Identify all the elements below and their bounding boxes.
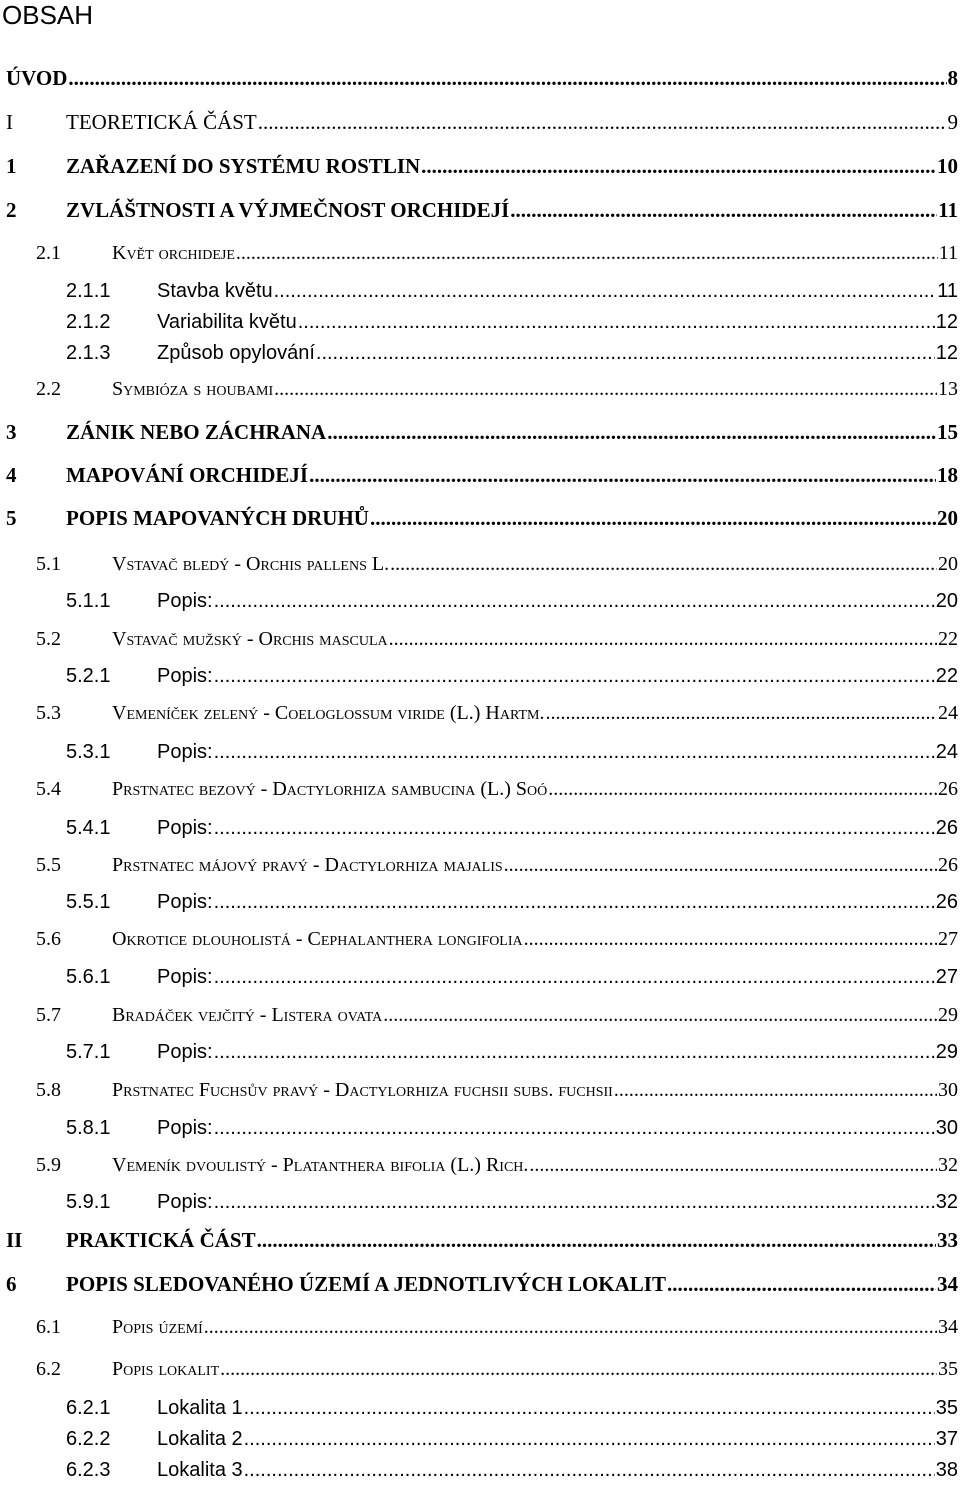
toc-entry[interactable] [0,817,958,845]
dot-leader [68,66,946,91]
dot-leader [545,702,937,725]
toc-entry-number: 2.1.1 [66,280,111,302]
dot-leader [220,1358,937,1381]
toc-entry-number: 5.8.1 [66,1117,111,1139]
page-title: OBSAH [2,0,94,30]
toc-entry-number: 6.2.3 [66,1459,111,1481]
toc-entry[interactable] [0,342,958,370]
toc-entry-page: 32 [938,1154,958,1176]
dot-leader [316,342,935,365]
dot-leader [236,242,938,265]
toc-entry[interactable] [0,1397,958,1425]
toc-entry-page: 20 [937,506,958,530]
toc-entry-title: Popis území [112,1316,203,1338]
toc-entry-title: Popis: [157,966,213,988]
dot-leader [529,1154,937,1177]
toc-entry-title: ZVLÁŠTNOSTI A VÝJMEČNOST ORCHIDEJÍ [66,198,510,222]
toc-entry-page: 33 [937,1228,958,1252]
dot-leader [504,854,937,877]
dot-leader [274,378,937,401]
toc-entry-page: 32 [935,1191,958,1213]
toc-entry-page: 30 [938,1079,958,1101]
toc-entry-title: Variabilita květu [157,311,297,333]
toc-entry-number: 5.8 [36,1079,61,1101]
toc-entry[interactable] [0,1191,958,1219]
toc-entry-page: 11 [938,198,958,222]
toc-entry-title: MAPOVÁNÍ ORCHIDEJÍ [66,463,309,487]
dot-leader [667,1272,936,1297]
toc-entry[interactable] [0,110,958,140]
dot-leader [370,506,936,531]
toc-entry-page: 12 [935,342,958,364]
toc-entry-title: Okrotice dlouholistá - Cephalanthera longifolia [112,928,523,950]
toc-entry-title: POPIS MAPOVANÝCH DRUHŮ [66,506,369,530]
dot-leader [524,928,937,951]
dot-leader [214,590,935,613]
dot-leader [214,966,935,989]
dot-leader [244,1428,935,1451]
toc-entry-page: 22 [938,628,958,650]
toc-entry-number: 5.7 [36,1004,61,1026]
toc-entry[interactable] [0,1079,958,1107]
toc-entry-title: Vstavač bledý - Orchis pallens L. [112,553,390,575]
toc-entry[interactable] [0,778,958,806]
dot-leader [389,628,937,651]
toc-entry-number: 5.9 [36,1154,61,1176]
dot-leader [327,420,936,445]
toc-entry-page: 27 [935,966,958,988]
toc-entry-number: 5.3 [36,702,61,724]
toc-entry[interactable] [0,702,958,730]
toc-entry-page: 20 [935,590,958,612]
toc-entry-page: 26 [935,891,958,913]
toc-entry-title: ZAŘAZENÍ DO SYSTÉMU ROSTLIN [66,154,421,178]
dot-leader [510,198,937,223]
dot-leader [298,311,935,334]
toc-entry-title: PRAKTICKÁ ČÁST [66,1228,256,1252]
toc-entry-title: Popis: [157,741,213,763]
toc-entry-number: 5.2 [36,628,61,650]
toc-entry-page: 27 [938,928,958,950]
toc-entry-title: Popis: [157,1117,213,1139]
toc-entry-page: 22 [935,665,958,687]
toc-entry-number: 1 [6,154,17,178]
dot-leader [274,280,937,303]
toc-entry-title: Bradáček vejčitý - Listera ovata [112,1004,383,1026]
toc-entry-number: 5.3.1 [66,741,111,763]
toc-entry[interactable] [0,1358,958,1386]
dot-leader [214,1191,935,1214]
toc-entry-page: 8 [947,66,958,90]
toc-entry-number: 6.2.1 [66,1397,111,1419]
toc-entry-page: 15 [937,420,958,444]
toc-entry-number: 2.1 [36,242,61,264]
toc-entry[interactable] [0,590,958,618]
toc-entry[interactable] [0,1316,958,1344]
toc-entry-title: POPIS SLEDOVANÉHO ÚZEMÍ A JEDNOTLIVÝCH LOKALIT [66,1272,666,1296]
toc-entry[interactable] [0,1117,958,1145]
dot-leader [214,891,935,914]
toc-entry-number: 5.6.1 [66,966,111,988]
dot-leader [258,110,947,135]
toc-entry-page: 34 [938,1316,958,1338]
toc-entry-number: 5.5 [36,854,61,876]
toc-entry-number: 5.1 [36,553,61,575]
toc-entry[interactable] [0,311,958,339]
toc-entry-page: 10 [937,154,958,178]
toc-entry-title: Popis lokalit [112,1358,220,1380]
toc-entry-title: Prstnatec májový pravý - Dactylorhiza majalis [112,854,503,876]
dot-leader [244,1397,935,1420]
toc-entry-title: Stavba květu [157,280,273,302]
toc-entry[interactable] [0,665,958,693]
toc-entry-number: II [6,1228,23,1252]
toc-entry-page: 26 [938,778,958,800]
toc-entry-title: ÚVOD [6,66,68,90]
toc-entry-page: 35 [938,1358,958,1380]
toc-entry-number: 2.1.3 [66,342,111,364]
toc-entry[interactable] [0,198,958,228]
toc-entry-page: 34 [937,1272,958,1296]
toc-entry-title: ZÁNIK NEBO ZÁCHRANA [66,420,327,444]
toc-entry-title: Lokalita 1 [157,1397,243,1419]
toc-entry-title: Vstavač mužský - Orchis mascula [112,628,388,650]
toc-entry[interactable] [0,506,958,536]
toc-entry-title: Symbióza s houbami [112,378,274,400]
toc-entry-number: 6.2 [36,1358,61,1380]
toc-entry[interactable] [0,1272,958,1302]
dot-leader [204,1316,937,1339]
toc-entry[interactable] [0,1228,958,1258]
toc-entry-page: 11 [937,280,958,302]
dot-leader [383,1004,937,1027]
toc-entry[interactable] [0,154,958,184]
dot-leader [214,1041,935,1064]
dot-leader [257,1228,936,1253]
toc-entry-number: 5.9.1 [66,1191,111,1213]
dot-leader [309,463,936,488]
toc-entry[interactable] [0,1041,958,1069]
toc-entry-title: Popis: [157,1191,213,1213]
toc-entry-title: Vemeník dvoulistý - Platanthera bifolia (L.) Rich. [112,1154,529,1176]
toc-entry-number: 6.1 [36,1316,61,1338]
toc-entry-number: 3 [6,420,17,444]
toc-entry-number: 6.2.2 [66,1428,111,1450]
toc-entry[interactable] [0,242,958,270]
toc-entry-page: 24 [938,702,958,724]
toc-entry-title: Lokalita 2 [157,1428,243,1450]
toc-entry[interactable] [0,966,958,994]
toc-entry-number: 5 [6,506,17,530]
dot-leader [614,1079,937,1102]
toc-entry-page: 11 [938,242,958,264]
toc-entry-number: 2.2 [36,378,61,400]
toc-entry-number: 6 [6,1272,17,1296]
dot-leader [244,1459,935,1482]
toc-entry-title: Popis: [157,891,213,913]
toc-entry-title: Vemeníček zelený - Coeloglossum viride (L.) Hartm. [112,702,545,724]
toc-entry-number: 2 [6,198,17,222]
toc-entry-page: 12 [935,311,958,333]
toc-entry-title: Popis: [157,665,213,687]
toc-entry[interactable] [0,66,958,96]
toc-entry-title: Prstnatec bezový - Dactylorhiza sambucina (L.) Soó [112,778,548,800]
dot-leader [214,817,935,840]
toc-entry-page: 37 [935,1428,958,1450]
dot-leader [421,154,936,179]
toc-entry-page: 20 [938,553,958,575]
toc-entry[interactable] [0,928,958,956]
toc-entry[interactable] [0,741,958,769]
toc-entry-page: 18 [937,463,958,487]
dot-leader [390,553,937,576]
toc-entry[interactable] [0,1428,958,1456]
toc-entry-number: 5.2.1 [66,665,111,687]
toc-entry[interactable] [0,420,958,450]
toc-entry-page: 30 [935,1117,958,1139]
dot-leader [214,1117,935,1140]
toc-entry[interactable] [0,628,958,656]
toc-entry-number: 5.7.1 [66,1041,111,1063]
toc-entry[interactable] [0,891,958,919]
toc-entry-title: Popis: [157,590,213,612]
dot-leader [214,741,935,764]
toc-entry-title: Způsob opylování [157,342,315,364]
toc-entry-page: 38 [935,1459,958,1481]
toc-entry-number: 2.1.2 [66,311,111,333]
toc-entry-number: 5.4.1 [66,817,111,839]
toc-entry[interactable] [0,1004,958,1032]
toc-entry[interactable] [0,553,958,581]
toc-entry-page: 29 [935,1041,958,1063]
dot-leader [214,665,935,688]
toc-entry[interactable] [0,1154,958,1182]
dot-leader [548,778,937,801]
toc-entry[interactable] [0,378,958,406]
toc-entry-title: Květ orchideje [112,242,235,264]
toc-entry-page: 26 [938,854,958,876]
toc-entry-number: 5.6 [36,928,61,950]
toc-entry-page: 24 [935,741,958,763]
toc-entry-number: 5.1.1 [66,590,111,612]
toc-entry-page: 29 [938,1004,958,1026]
toc-entry-title: Prstnatec Fuchsův pravý - Dactylorhiza fuchsii subs. fuchsii [112,1079,613,1101]
toc-entry-title: Popis: [157,1041,213,1063]
toc-entry-title: TEORETICKÁ ČÁST [66,110,257,134]
toc-entry[interactable] [0,280,958,308]
toc-entry[interactable] [0,463,958,493]
toc-entry-number: 5.4 [36,778,61,800]
toc-entry[interactable] [0,854,958,882]
toc-entry-page: 26 [935,817,958,839]
toc-entry-title: Lokalita 3 [157,1459,243,1481]
toc-entry-number: I [6,110,13,134]
toc-entry-page: 13 [938,378,958,400]
toc-entry-number: 5.5.1 [66,891,111,913]
toc-entry-page: 35 [935,1397,958,1419]
toc-entry[interactable] [0,1459,958,1487]
toc-entry-title: Popis: [157,817,213,839]
toc-entry-page: 9 [947,110,958,134]
toc-entry-number: 4 [6,463,17,487]
